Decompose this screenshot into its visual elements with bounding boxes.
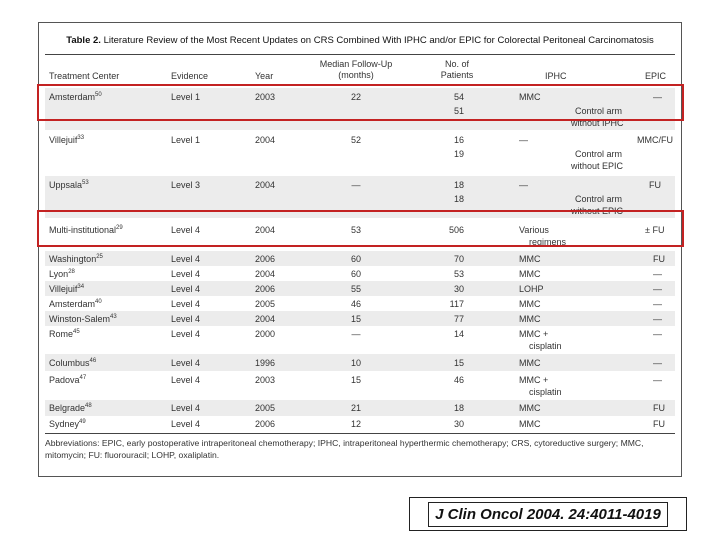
cell-center: Rome$^{45}$ xyxy=(49,329,80,339)
cell-center: Villejuif$^{33}$ xyxy=(49,135,85,145)
cell-year: 2006 xyxy=(255,419,276,429)
cell-ref: 33 xyxy=(77,135,85,141)
cell-followup: 21 xyxy=(350,403,361,413)
cell-followup: 12 xyxy=(350,419,361,429)
cell-followup: 10 xyxy=(350,358,361,368)
cell-iphc: Various xyxy=(519,225,549,235)
cell-followup: 22 xyxy=(350,92,361,102)
table-row xyxy=(45,176,675,218)
cell-patients: 30 xyxy=(453,284,464,294)
cell-followup: 15 xyxy=(350,375,361,385)
cell-center: Sydney$^{49}$ xyxy=(49,419,86,429)
table-row xyxy=(45,266,675,281)
header-epic: EPIC xyxy=(645,71,667,81)
cell-year: 2005 xyxy=(255,403,276,413)
cell-center: Uppsala$^{53}$ xyxy=(49,180,89,190)
header-patients-line1: No. of xyxy=(444,59,469,69)
cell-evidence: Level 4 xyxy=(171,403,201,413)
cell-year: 2005 xyxy=(255,299,276,309)
cell-iphc: MMC xyxy=(519,269,541,279)
cell-ref: 45 xyxy=(73,329,80,335)
table-panel xyxy=(38,22,682,477)
cell-patients: 14 xyxy=(453,329,464,339)
cell-iphc-note: Control arm xyxy=(575,149,623,159)
cell-followup: 52 xyxy=(350,135,361,145)
cell-patients-2: 19 xyxy=(453,149,464,159)
header-treatment-center: Treatment Center xyxy=(49,71,120,81)
cell-iphc: MMC xyxy=(519,419,541,429)
citation-text: J Clin Oncol 2004. 24:4011-4019 xyxy=(428,502,668,527)
cell-epic: — xyxy=(653,92,662,102)
cell-iphc: MMC xyxy=(519,314,541,324)
cell-followup: — xyxy=(351,180,361,190)
cell-patients: 46 xyxy=(453,375,464,385)
cell-iphc: MMC xyxy=(519,358,541,368)
table-row xyxy=(45,281,675,296)
cell-patients-2: 51 xyxy=(453,106,464,116)
cell-iphc: MMC xyxy=(519,92,541,102)
cell-followup: 55 xyxy=(350,284,361,294)
cell-ref: 47 xyxy=(79,375,87,381)
cell-patients-2: 18 xyxy=(453,194,464,204)
cell-center: Padova$^{47}$ xyxy=(49,375,87,385)
cell-evidence: Level 1 xyxy=(171,135,201,145)
cell-evidence: Level 4 xyxy=(171,269,201,279)
cell-year: 2006 xyxy=(255,254,276,264)
table-row xyxy=(45,354,675,371)
cell-epic: FU xyxy=(653,403,665,413)
cell-iphc: MMC xyxy=(519,254,541,264)
table-caption xyxy=(39,35,681,46)
cell-ref: 48 xyxy=(85,403,92,409)
cell-epic: FU xyxy=(653,419,665,429)
cell-center: Multi-institutional$^{29}$ xyxy=(49,225,123,235)
cell-followup: 60 xyxy=(350,254,361,264)
cell-epic: MMC/FU xyxy=(637,135,673,145)
cell-evidence: Level 4 xyxy=(171,284,201,294)
cell-ref: 25 xyxy=(96,254,103,260)
table-row xyxy=(45,416,675,432)
cell-evidence: Level 4 xyxy=(171,358,201,368)
cell-ref: 28 xyxy=(68,269,75,275)
cell-iphc-note-2: without EPIC xyxy=(571,206,624,216)
cell-patients: 18 xyxy=(453,403,464,413)
cell-year: 2003 xyxy=(255,92,276,102)
header-followup-line2: (months) xyxy=(338,70,374,80)
cell-iphc: MMC + xyxy=(519,375,549,385)
cell-year: 2003 xyxy=(255,375,276,385)
header-patients-line2: Patients xyxy=(440,70,474,80)
cell-center: Belgrade$^{48}$ xyxy=(49,403,92,413)
header-evidence: Evidence xyxy=(171,71,209,81)
abbreviations-footnote: Abbreviations: EPIC, early postoperative intraperitoneal chemotherapy; IPHC, intraperitoneal hyperthermic chemotherapy; CRS, cytoreductive surgery; MMC, mitomycin; FU: fluorouracil; LOHP, oxaliplatin. xyxy=(45,438,644,460)
cell-patients: 70 xyxy=(453,254,464,264)
cell-iphc-note-2: without EPIC xyxy=(571,161,624,171)
header-rule xyxy=(45,85,675,86)
cell-epic: FU xyxy=(653,254,665,264)
cell-center: Lyon$^{28}$ xyxy=(49,269,75,279)
cell-followup: 46 xyxy=(350,299,361,309)
cell-iphc-note: Control arm xyxy=(575,194,623,204)
cell-epic: — xyxy=(653,314,662,324)
table-row xyxy=(45,130,675,176)
cell-followup: 15 xyxy=(350,314,361,324)
cell-patients: 77 xyxy=(453,314,464,324)
cell-iphc: MMC + xyxy=(519,329,549,339)
cell-center: Winston-Salem$^{43}$ xyxy=(49,314,117,324)
table-row xyxy=(45,311,675,326)
table-row xyxy=(45,326,675,354)
cell-epic: — xyxy=(653,269,662,279)
cell-iphc: LOHP xyxy=(519,284,544,294)
cell-center: Amsterdam$^{40}$ xyxy=(49,299,102,309)
cell-epic: — xyxy=(653,375,662,385)
cell-year: 2004 xyxy=(255,135,276,145)
table-caption-label: Table 2. xyxy=(66,35,101,46)
cell-iphc: — xyxy=(519,135,528,145)
cell-year: 2004 xyxy=(255,225,276,235)
cell-ref: 46 xyxy=(89,358,97,364)
cell-year: 2004 xyxy=(255,180,276,190)
cell-ref: 34 xyxy=(77,284,85,290)
header-iphc: IPHC xyxy=(545,71,567,81)
cell-ref: 29 xyxy=(116,225,123,231)
cell-evidence: Level 4 xyxy=(171,419,201,429)
cell-ref: 49 xyxy=(79,419,86,425)
cell-center: Washington$^{25}$ xyxy=(49,254,103,264)
cell-iphc: MMC xyxy=(519,403,541,413)
cell-patients: 117 xyxy=(449,299,464,309)
top-rule xyxy=(45,54,675,55)
cell-epic: — xyxy=(653,329,662,339)
header-followup-line1: Median Follow-Up xyxy=(319,59,393,69)
cell-iphc-note: regimens xyxy=(529,237,567,247)
cell-iphc-note: cisplatin xyxy=(529,387,562,397)
table-row xyxy=(45,218,675,251)
cell-evidence: Level 4 xyxy=(171,299,201,309)
cell-center: Columbus$^{46}$ xyxy=(49,358,97,368)
table-row xyxy=(45,88,675,130)
cell-evidence: Level 4 xyxy=(171,314,201,324)
cell-ref: 53 xyxy=(82,180,89,186)
header-followup xyxy=(301,59,411,81)
cell-followup: 60 xyxy=(350,269,361,279)
header-patients xyxy=(422,59,492,81)
cell-iphc-note-2: without IPHC xyxy=(571,118,624,128)
cell-epic: — xyxy=(653,358,662,368)
cell-patients: 54 xyxy=(453,92,464,102)
cell-epic: — xyxy=(653,284,662,294)
cell-ref: 43 xyxy=(110,314,117,320)
table-caption-text: Literature Review of the Most Recent Updates on CRS Combined With IPHC and/or EPIC for Colorectal Peritoneal Carcinomatosis xyxy=(103,35,654,46)
table-row xyxy=(45,251,675,266)
cell-evidence: Level 4 xyxy=(171,375,201,385)
cell-year: 2000 xyxy=(255,329,276,339)
table-row xyxy=(45,400,675,416)
cell-evidence: Level 4 xyxy=(171,225,201,235)
cell-year: 2004 xyxy=(255,314,276,324)
cell-year: 1996 xyxy=(255,358,276,368)
cell-epic: FU xyxy=(649,180,661,190)
cell-year: 2006 xyxy=(255,284,276,294)
header-year: Year xyxy=(255,71,274,81)
table-row xyxy=(45,296,675,311)
cell-patients: 30 xyxy=(453,419,464,429)
cell-patients: 18 xyxy=(453,180,464,190)
cell-center: Amsterdam$^{50}$ xyxy=(49,92,102,102)
cell-evidence: Level 1 xyxy=(171,92,201,102)
cell-epic: ± FU xyxy=(645,225,665,235)
table-row xyxy=(45,371,675,400)
cell-iphc-note: cisplatin xyxy=(529,341,562,351)
cell-evidence: Level 3 xyxy=(171,180,201,190)
cell-ref: 40 xyxy=(95,299,102,305)
cell-evidence: Level 4 xyxy=(171,329,201,339)
cell-iphc: — xyxy=(519,180,528,190)
cell-followup: — xyxy=(351,329,361,339)
cell-center: Villejuif$^{34}$ xyxy=(49,284,85,294)
cell-patients: 53 xyxy=(453,269,464,279)
cell-epic: — xyxy=(653,299,662,309)
cell-year: 2004 xyxy=(255,269,276,279)
cell-evidence: Level 4 xyxy=(171,254,201,264)
cell-patients: 15 xyxy=(453,358,464,368)
cell-followup: 53 xyxy=(350,225,361,235)
bottom-rule xyxy=(45,433,675,434)
cell-iphc: MMC xyxy=(519,299,541,309)
cell-ref: 50 xyxy=(95,92,102,98)
cell-iphc-note: Control arm xyxy=(575,106,623,116)
cell-patients: 16 xyxy=(453,135,464,145)
citation-box xyxy=(409,497,687,531)
cell-patients: 506 xyxy=(448,225,464,235)
